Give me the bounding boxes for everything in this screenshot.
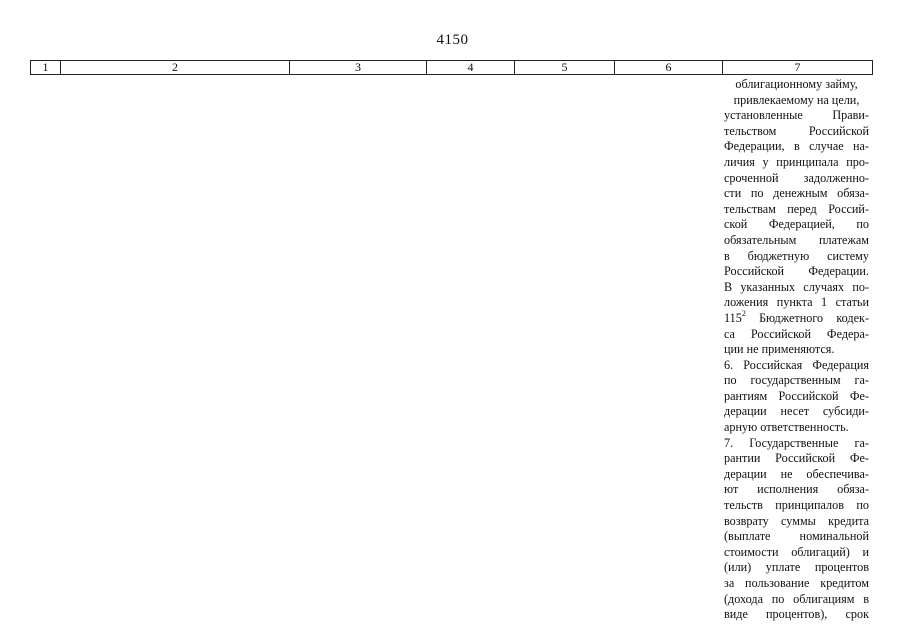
column-number-5: 5 xyxy=(515,61,615,75)
text-line xyxy=(724,202,869,218)
text-line xyxy=(724,139,869,155)
page-number: 4150 xyxy=(436,32,469,48)
text-line xyxy=(724,607,869,623)
text-line-content: сти по денежным обяза- xyxy=(724,186,869,201)
text-line xyxy=(724,389,869,405)
text-line-content: Российской Федерации. xyxy=(724,264,869,279)
column-number-2: 2 xyxy=(61,61,290,75)
text-line xyxy=(724,171,869,187)
text-line-content: облигационному займу, xyxy=(735,77,858,91)
column-7-text xyxy=(724,77,869,623)
text-line xyxy=(724,482,869,498)
text-line xyxy=(724,308,869,327)
text-line xyxy=(724,342,869,358)
text-line xyxy=(724,93,869,109)
text-line-content: дерации несет субсиди- xyxy=(724,404,869,419)
text-line-continuation: Бюджетного кодек- xyxy=(745,310,869,325)
text-line xyxy=(724,404,869,420)
text-line-content: В указанных случаях по- xyxy=(724,279,869,294)
text-line xyxy=(724,217,869,233)
text-line-content: арную ответственность. xyxy=(724,420,849,435)
text-line xyxy=(724,233,869,249)
text-line-content: привлекаемому на цели, xyxy=(733,92,860,107)
text-line-content: сроченной задолженно- xyxy=(724,170,869,185)
text-line-content: дерации не обеспечива- xyxy=(724,466,869,481)
text-line-content: Федерации, в случае на- xyxy=(724,139,869,154)
text-line xyxy=(724,124,869,140)
text-line xyxy=(724,186,869,202)
text-line-content: (или) уплате процентов xyxy=(724,560,869,575)
column-header-table xyxy=(30,60,873,75)
column-number-6: 6 xyxy=(615,61,723,75)
text-line-content: 7. Государственные га- xyxy=(724,435,869,450)
text-line-content: ции не применяются. xyxy=(724,342,835,357)
column-number-4: 4 xyxy=(427,61,515,75)
text-line xyxy=(724,77,869,93)
text-line-content: установленные Прави- xyxy=(724,108,869,123)
column-number-1: 1 xyxy=(31,61,61,75)
text-line xyxy=(724,249,869,265)
text-line xyxy=(724,467,869,483)
text-line-content: тельством Российской xyxy=(724,123,869,138)
text-line xyxy=(724,592,869,608)
text-line-content: (выплате номинальной xyxy=(724,529,869,544)
text-line-content: виде процентов), срок xyxy=(724,607,869,622)
text-line xyxy=(724,155,869,171)
column-number-7: 7 xyxy=(723,61,873,75)
text-line xyxy=(724,373,869,389)
text-line-content: тельствам перед Россий- xyxy=(724,201,869,216)
text-line-content: возврату суммы кредита xyxy=(724,513,869,528)
text-line-content: рантии Российской Фе- xyxy=(724,451,869,466)
text-line xyxy=(724,358,869,374)
text-line xyxy=(724,108,869,124)
text-line-content: ют исполнения обяза- xyxy=(724,482,869,497)
text-line-content: стоимости облигаций) и xyxy=(724,544,869,559)
text-line xyxy=(724,436,869,452)
text-line xyxy=(724,514,869,530)
text-line xyxy=(724,451,869,467)
column-number-row xyxy=(31,61,873,75)
text-line xyxy=(724,264,869,280)
text-line xyxy=(724,560,869,576)
text-line xyxy=(724,576,869,592)
column-number-3: 3 xyxy=(290,61,427,75)
text-line-content: тельств принципалов по xyxy=(724,498,869,513)
text-line-content: 115 xyxy=(724,310,742,325)
text-line-content: обязательным платежам xyxy=(724,232,869,247)
text-line-content: за пользование кредитом xyxy=(724,576,869,590)
text-line xyxy=(724,498,869,514)
text-line xyxy=(724,280,869,296)
text-line xyxy=(724,327,869,343)
text-line-content: ложения пункта 1 статьи xyxy=(724,295,869,310)
text-line-content: са Российской Федера- xyxy=(724,326,869,341)
text-line-content: рантиям Российской Фе- xyxy=(724,388,869,403)
text-line-content: в бюджетную систему xyxy=(724,248,869,263)
text-line xyxy=(724,529,869,545)
text-line xyxy=(724,545,869,561)
superscript: 2 xyxy=(741,308,746,318)
text-line-content: (дохода по облигациям в xyxy=(724,591,869,606)
text-line-content: по государственным га- xyxy=(724,373,869,388)
text-line xyxy=(724,420,869,436)
text-line-content: 6. Российская Федерация xyxy=(724,357,869,372)
text-line-content: личия у принципала про- xyxy=(724,154,869,169)
text-line-content: ской Федерацией, по xyxy=(724,217,869,232)
